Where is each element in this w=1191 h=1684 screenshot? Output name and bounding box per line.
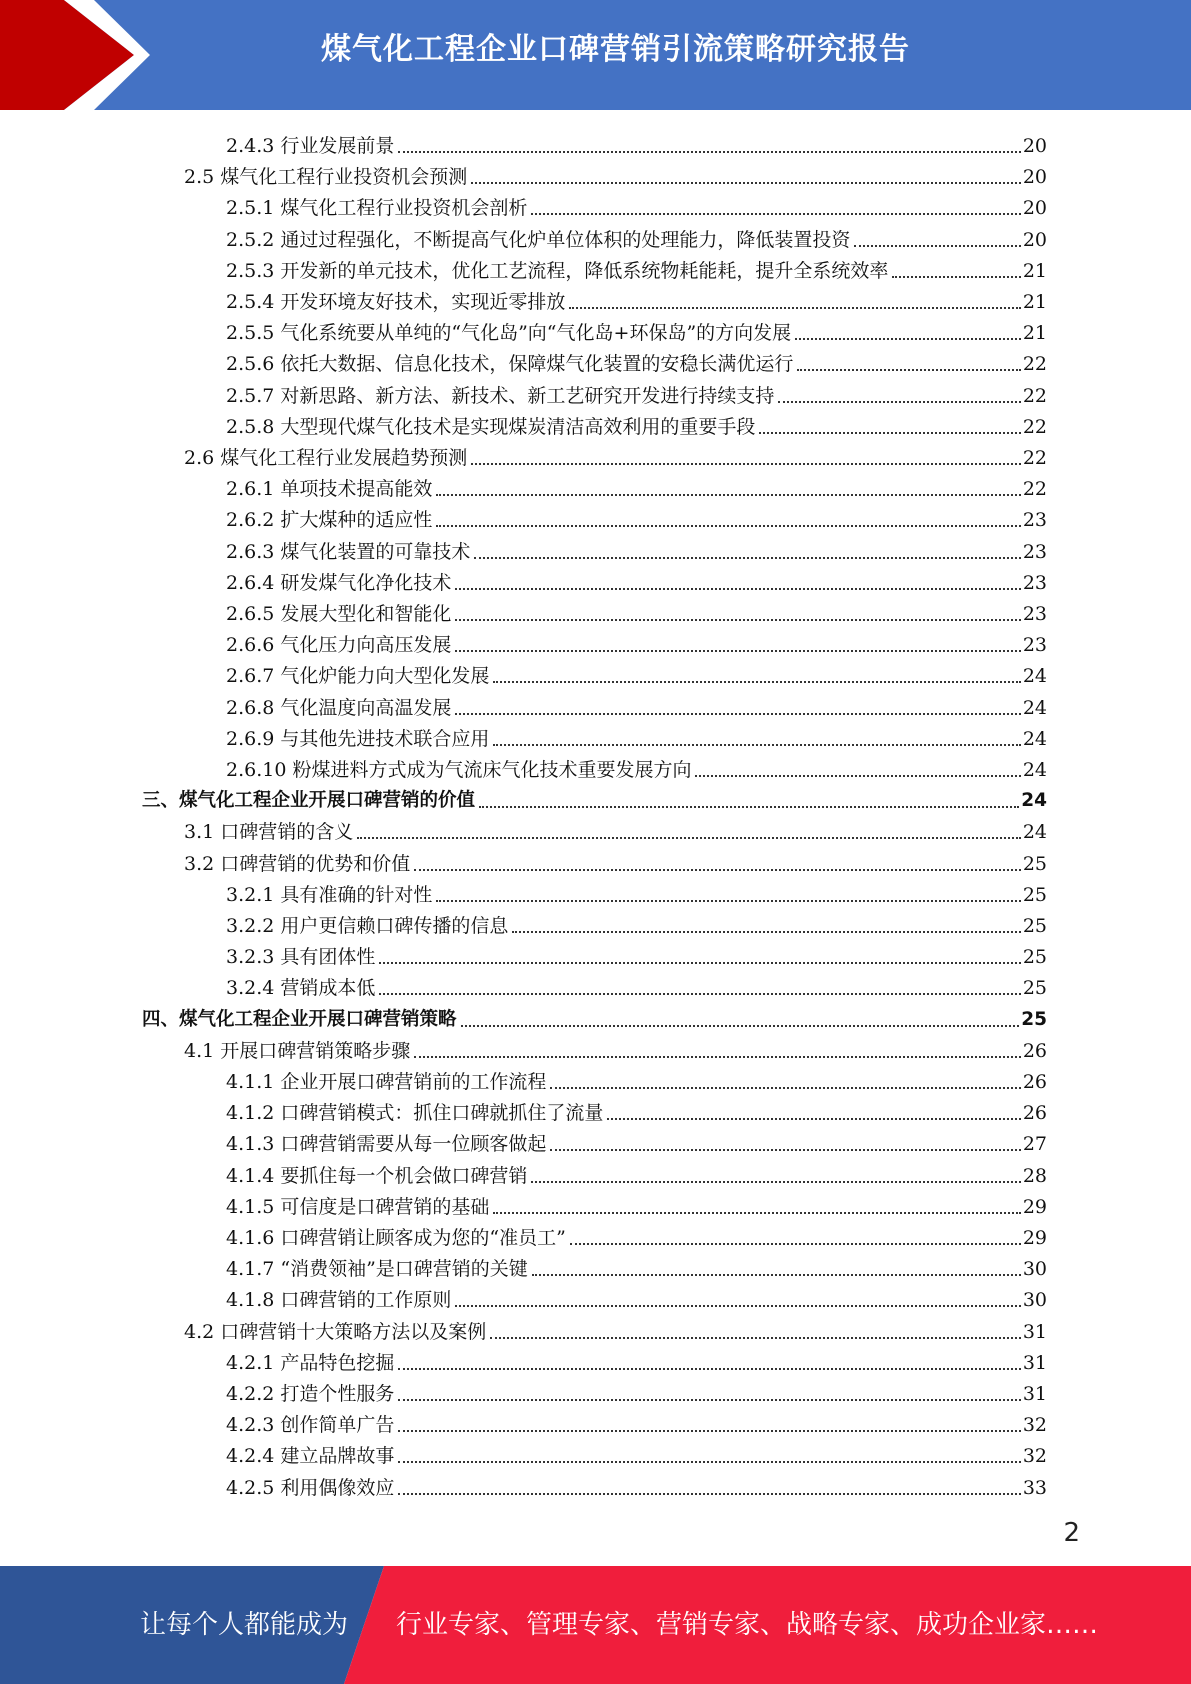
toc-entry-title: 2.5.2 通过过程强化，不断提高气化炉单位体积的处理能力，降低装置投资 <box>226 228 851 251</box>
toc-entry[interactable] <box>226 408 1047 439</box>
toc-leader-dots <box>471 181 1021 184</box>
toc-entry-page: 25 <box>1021 1008 1047 1030</box>
toc-leader-dots <box>436 524 1020 527</box>
toc-entry-page: 29 <box>1022 1195 1047 1218</box>
toc-entry-page: 25 <box>1022 883 1047 906</box>
toc-entry-page: 22 <box>1022 415 1047 438</box>
toc-entry[interactable] <box>226 1406 1047 1437</box>
toc-entry-page: 25 <box>1022 977 1047 1000</box>
toc-leader-dots <box>379 961 1020 964</box>
toc-leader-dots <box>512 930 1020 933</box>
toc-entry[interactable] <box>226 252 1047 283</box>
toc-entry-page: 26 <box>1022 1039 1047 1062</box>
toc-entry-title: 2.6.8 气化温度向高温发展 <box>226 696 452 719</box>
toc-entry[interactable] <box>184 845 1047 876</box>
toc-entry[interactable] <box>226 1094 1047 1125</box>
toc-entry-title: 2.5.6 依托大数据、信息化技术，保障煤气化装置的安稳长满优运行 <box>226 353 794 376</box>
toc-entry[interactable] <box>226 501 1047 532</box>
toc-entry-page: 20 <box>1022 166 1047 189</box>
toc-entry-page: 25 <box>1022 915 1047 937</box>
footer-slogan-right: 行业专家、管理专家、营销专家、战略专家、成功企业家…… <box>396 1610 1099 1640</box>
toc-entry[interactable] <box>226 657 1047 688</box>
toc-entry-title: 4.1.8 口碑营销的工作原则 <box>226 1289 452 1312</box>
toc-leader-dots <box>455 712 1020 715</box>
toc-leader-dots <box>479 805 1019 808</box>
toc-entry[interactable] <box>184 439 1047 470</box>
toc-entry-page: 21 <box>1022 291 1047 313</box>
toc-entry-page: 23 <box>1022 509 1047 532</box>
toc-entry-page: 24 <box>1022 759 1047 781</box>
toc-entry[interactable] <box>226 907 1047 938</box>
toc-entry[interactable] <box>184 1032 1047 1063</box>
toc-entry-title: 4.1.3 口碑营销需要从每一位顾客做起 <box>226 1133 547 1156</box>
toc-leader-dots <box>570 1242 1021 1245</box>
toc-leader-dots <box>493 680 1020 683</box>
toc-entry-page: 24 <box>1022 696 1047 719</box>
toc-entry[interactable] <box>226 1437 1047 1468</box>
toc-leader-dots <box>474 556 1020 559</box>
toc-entry-page: 23 <box>1022 540 1047 563</box>
toc-entry-title: 2.5.8 大型现代煤气化技术是实现煤炭清洁高效利用的重要手段 <box>226 415 756 438</box>
toc-entry[interactable] <box>226 283 1047 314</box>
toc-entry[interactable] <box>226 1063 1047 1094</box>
toc-entry-title: 3.2.2 用户更信赖口碑传播的信息 <box>226 915 509 937</box>
toc-leader-dots <box>455 618 1020 621</box>
toc-leader-dots <box>759 431 1020 434</box>
toc-entry-page: 20 <box>1022 228 1047 251</box>
toc-entry-page: 22 <box>1022 478 1047 501</box>
toc-entry-title: 4.2.4 建立品牌故事 <box>226 1445 395 1468</box>
toc-entry[interactable] <box>184 158 1047 189</box>
toc-entry[interactable] <box>226 533 1047 564</box>
toc-entry-title: 4.2.1 产品特色挖掘 <box>226 1351 395 1374</box>
toc-entry-title: 2.6.6 气化压力向高压发展 <box>226 634 452 657</box>
toc-entry-title: 2.6.9 与其他先进技术联合应用 <box>226 727 490 750</box>
toc-entry-title: 4.1.2 口碑营销模式：抓住口碑就抓住了流量 <box>226 1102 604 1125</box>
toc-entry-title: 2.6 煤气化工程行业发展趋势预测 <box>184 447 468 469</box>
toc-entry-page: 24 <box>1022 727 1047 750</box>
toc-leader-dots <box>471 462 1021 465</box>
toc-entry-page: 31 <box>1022 1351 1047 1374</box>
toc-leader-dots <box>493 1211 1020 1214</box>
toc-entry-title: 2.6.1 单项技术提高能效 <box>226 478 433 501</box>
toc-entry[interactable] <box>142 782 1047 813</box>
toc-entry-page: 20 <box>1022 197 1047 220</box>
toc-entry-title: 4.1.5 可信度是口碑营销的基础 <box>226 1195 490 1218</box>
toc-entry[interactable] <box>226 221 1047 252</box>
toc-entry[interactable] <box>226 938 1047 969</box>
toc-entry-title: 2.5.7 对新思路、新方法、新技术、新工艺研究开发进行持续支持 <box>226 384 775 407</box>
toc-entry-page: 26 <box>1022 1071 1047 1093</box>
report-title: 煤气化工程企业口碑营销引流策略研究报告 <box>321 32 910 67</box>
toc-entry[interactable] <box>226 1157 1047 1188</box>
toc-entry-page: 32 <box>1022 1445 1047 1468</box>
toc-leader-dots <box>414 868 1021 871</box>
toc-entry-page: 24 <box>1022 665 1047 688</box>
toc-leader-dots <box>797 368 1020 371</box>
toc-entry-title: 4.1.6 口碑营销让顾客成为您的“准员工” <box>226 1227 566 1249</box>
toc-entry[interactable] <box>226 1344 1047 1375</box>
toc-leader-dots <box>436 493 1020 496</box>
toc-leader-dots <box>531 212 1020 215</box>
toc-leader-dots <box>398 150 1020 153</box>
toc-entry[interactable] <box>226 470 1047 501</box>
toc-entry[interactable] <box>226 1375 1047 1406</box>
toc-entry-title: 2.5.1 煤气化工程行业投资机会剖析 <box>226 197 528 220</box>
toc-entry-title: 2.6.2 扩大煤种的适应性 <box>226 509 433 532</box>
toc-entry-title: 4.2.5 利用偶像效应 <box>226 1476 395 1499</box>
toc-entry-title: 4.1.7 “消费领袖”是口碑营销的关键 <box>226 1258 528 1281</box>
toc-leader-dots <box>398 1492 1020 1495</box>
toc-leader-dots <box>461 1024 1020 1027</box>
toc-leader-dots <box>455 587 1020 590</box>
toc-entry[interactable] <box>184 813 1047 844</box>
toc-leader-dots <box>436 899 1020 902</box>
toc-leader-dots <box>455 649 1020 652</box>
toc-entry-page: 20 <box>1022 135 1047 157</box>
toc-entry-title: 2.5.3 开发新的单元技术，优化工艺流程，降低系统物耗能耗，提升全系统效率 <box>226 259 889 282</box>
toc-entry[interactable] <box>226 720 1047 751</box>
toc-leader-dots <box>532 1273 1021 1276</box>
toc-entry-page: 21 <box>1022 259 1047 282</box>
toc-entry-page: 32 <box>1022 1414 1047 1437</box>
toc-entry-page: 28 <box>1022 1164 1047 1187</box>
toc-entry-title: 4.2 口碑营销十大策略方法以及案例 <box>184 1320 487 1343</box>
toc-entry-title: 3.2.1 具有准确的针对性 <box>226 883 433 906</box>
toc-entry[interactable] <box>226 1188 1047 1219</box>
toc-leader-dots <box>490 1336 1021 1339</box>
toc-entry-page: 30 <box>1022 1289 1047 1312</box>
page-footer <box>0 1566 1191 1684</box>
toc-entry-page: 25 <box>1022 852 1047 875</box>
toc-leader-dots <box>414 1055 1021 1058</box>
toc-entry-page: 25 <box>1022 946 1047 969</box>
toc-entry-title: 3.1 口碑营销的含义 <box>184 821 354 844</box>
toc-leader-dots <box>357 836 1021 839</box>
toc-entry-page: 27 <box>1022 1133 1047 1156</box>
toc-entry-title: 3.2.3 具有团体性 <box>226 946 376 969</box>
toc-entry[interactable] <box>226 345 1047 376</box>
toc-leader-dots <box>379 992 1020 995</box>
toc-leader-dots <box>493 743 1020 746</box>
toc-entry[interactable] <box>226 1125 1047 1156</box>
toc-entry[interactable] <box>142 1001 1047 1032</box>
toc-entry-title: 四、煤气化工程企业开展口碑营销策略 <box>142 1008 457 1030</box>
toc-leader-dots <box>398 1429 1020 1432</box>
toc-entry-page: 26 <box>1022 1102 1047 1125</box>
toc-entry-title: 2.6.3 煤气化装置的可靠技术 <box>226 540 471 563</box>
toc-entry[interactable] <box>226 1250 1047 1281</box>
toc-entry[interactable] <box>226 1219 1047 1250</box>
toc-leader-dots <box>569 306 1020 309</box>
toc-entry[interactable] <box>226 564 1047 595</box>
toc-leader-dots <box>607 1117 1020 1120</box>
toc-entry[interactable] <box>226 127 1047 158</box>
toc-entry[interactable] <box>226 314 1047 345</box>
toc-leader-dots <box>398 1398 1020 1401</box>
toc-entry-title: 3.2.4 营销成本低 <box>226 977 376 1000</box>
toc-entry-title: 3.2 口碑营销的优势和价值 <box>184 852 411 875</box>
toc-leader-dots <box>854 244 1020 247</box>
toc-entry-page: 23 <box>1022 571 1047 594</box>
toc-entry-title: 2.6.5 发展大型化和智能化 <box>226 603 452 625</box>
toc-entry-page: 31 <box>1022 1320 1047 1343</box>
page-number: 2 <box>1063 1518 1080 1548</box>
toc-entry-title: 三、煤气化工程企业开展口碑营销的价值 <box>142 790 476 812</box>
toc-entry[interactable] <box>226 969 1047 1000</box>
toc-entry-title: 4.1.1 企业开展口碑营销前的工作流程 <box>226 1071 547 1093</box>
toc-entry[interactable] <box>226 689 1047 720</box>
toc-leader-dots <box>550 1086 1020 1089</box>
toc-entry-page: 24 <box>1022 821 1047 844</box>
toc-entry[interactable] <box>226 876 1047 907</box>
toc-entry-page: 30 <box>1022 1258 1047 1281</box>
toc-entry[interactable] <box>226 595 1047 626</box>
toc-entry-title: 2.4.3 行业发展前景 <box>226 135 395 157</box>
toc-leader-dots <box>531 1180 1020 1183</box>
toc-entry-title: 2.6.7 气化炉能力向大型化发展 <box>226 665 490 688</box>
toc-entry-title: 4.1 开展口碑营销策略步骤 <box>184 1039 411 1062</box>
toc-entry-title: 4.2.2 打造个性服务 <box>226 1383 395 1405</box>
toc-entry-page: 31 <box>1022 1383 1047 1405</box>
toc-leader-dots <box>892 275 1020 278</box>
toc-leader-dots <box>778 400 1020 403</box>
toc-leader-dots <box>695 774 1020 777</box>
toc-entry-page: 22 <box>1022 353 1047 376</box>
toc-entry-title: 2.6.4 研发煤气化净化技术 <box>226 571 452 594</box>
toc-entry-title: 2.5 煤气化工程行业投资机会预测 <box>184 166 468 189</box>
toc-entry-title: 4.1.4 要抓住每一个机会做口碑营销 <box>226 1164 528 1187</box>
toc-entry-title: 4.2.3 创作简单广告 <box>226 1414 395 1437</box>
toc-entry-page: 23 <box>1022 634 1047 657</box>
page-header <box>0 0 1191 110</box>
toc-leader-dots <box>398 1367 1020 1370</box>
toc-entry[interactable] <box>184 1313 1047 1344</box>
toc-leader-dots <box>550 1148 1020 1151</box>
toc-entry-page: 22 <box>1022 447 1047 469</box>
toc-entry-title: 2.5.4 开发环境友好技术，实现近零排放 <box>226 291 566 313</box>
toc-leader-dots <box>795 337 1021 340</box>
toc-entry[interactable] <box>226 377 1047 408</box>
footer-slogan-left: 让每个人都能成为 <box>140 1610 349 1640</box>
toc-entry[interactable] <box>226 626 1047 657</box>
toc-entry-page: 23 <box>1022 603 1047 625</box>
toc-leader-dots <box>455 1304 1020 1307</box>
toc-entry-page: 33 <box>1022 1476 1047 1499</box>
toc-entry-page: 24 <box>1021 790 1047 812</box>
toc-entry[interactable] <box>226 1281 1047 1312</box>
toc-entry-title: 2.6.10 粉煤进料方式成为气流床气化技术重要发展方向 <box>226 759 692 781</box>
toc-entry-page: 21 <box>1022 322 1047 345</box>
toc-entry[interactable] <box>226 1469 1047 1500</box>
toc-entry-page: 29 <box>1022 1227 1047 1249</box>
toc-entry-title: 2.5.5 气化系统要从单纯的“气化岛”向“气化岛+环保岛”的方向发展 <box>226 322 792 345</box>
toc-entry[interactable] <box>226 751 1047 782</box>
toc-entry-page: 22 <box>1022 384 1047 407</box>
toc-entry[interactable] <box>226 189 1047 220</box>
toc-leader-dots <box>398 1460 1020 1463</box>
